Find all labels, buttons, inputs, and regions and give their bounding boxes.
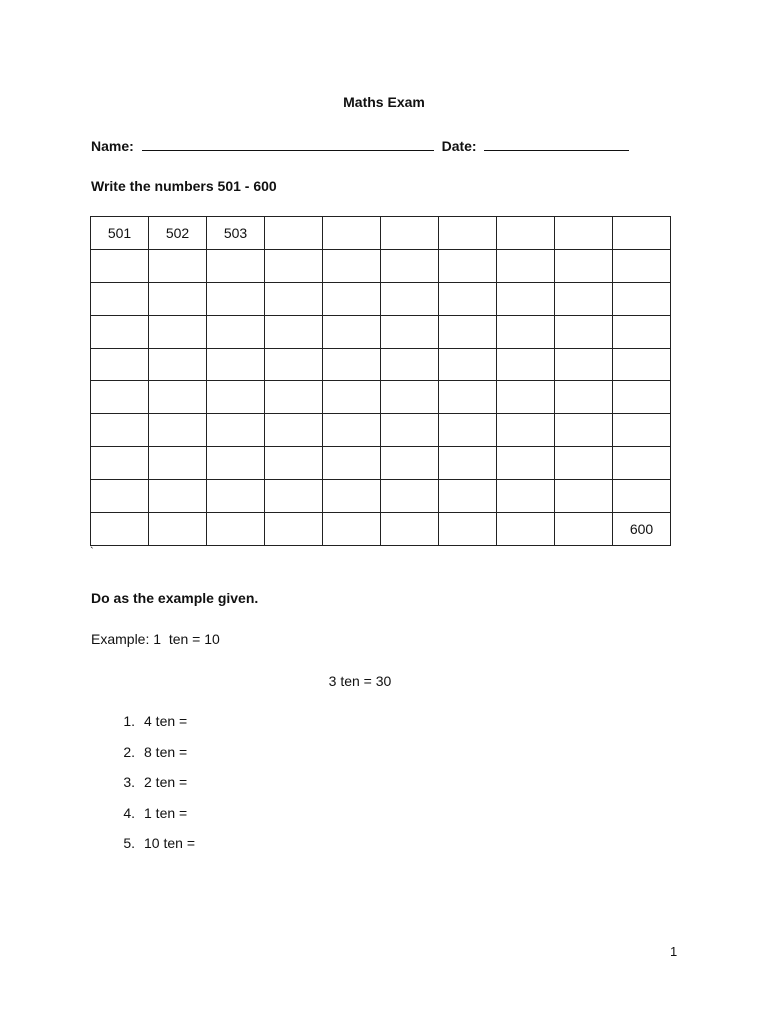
grid-cell[interactable] (323, 348, 381, 381)
question-number: 1. (123, 713, 135, 729)
grid-cell[interactable] (439, 348, 497, 381)
grid-row (91, 381, 671, 414)
grid-row (91, 447, 671, 480)
grid-cell[interactable] (613, 217, 671, 250)
grid-row (91, 414, 671, 447)
question-text: 4 ten = (144, 713, 188, 729)
grid-row (91, 348, 671, 381)
grid-cell[interactable] (149, 480, 207, 513)
question-number: 3. (123, 774, 135, 791)
grid-cell[interactable] (149, 315, 207, 348)
grid-cell[interactable] (555, 282, 613, 315)
question-item (91, 774, 195, 805)
grid-cell[interactable] (323, 381, 381, 414)
grid-cell[interactable] (265, 513, 323, 546)
grid-cell[interactable] (91, 414, 149, 447)
grid-cell[interactable] (149, 513, 207, 546)
grid-cell[interactable] (439, 217, 497, 250)
grid-cell[interactable] (439, 282, 497, 315)
grid-cell[interactable] (555, 414, 613, 447)
grid-cell[interactable] (91, 348, 149, 381)
grid-cell[interactable] (265, 315, 323, 348)
grid-cell[interactable] (613, 414, 671, 447)
grid-cell[interactable]: 501 (91, 217, 149, 250)
grid-cell[interactable]: 503 (207, 217, 265, 250)
grid-cell[interactable] (91, 249, 149, 282)
grid-cell[interactable] (497, 249, 555, 282)
grid-cell[interactable] (207, 414, 265, 447)
grid-row (91, 513, 671, 546)
grid-cell[interactable] (323, 217, 381, 250)
grid-cell[interactable] (497, 282, 555, 315)
question-number: 5. (123, 835, 135, 852)
grid-cell[interactable] (207, 513, 265, 546)
grid-cell[interactable] (381, 513, 439, 546)
grid-cell[interactable] (497, 315, 555, 348)
question-item (91, 835, 195, 866)
grid-cell[interactable] (381, 480, 439, 513)
grid-cell[interactable] (439, 480, 497, 513)
grid-cell[interactable] (439, 447, 497, 480)
grid-cell[interactable] (149, 414, 207, 447)
instruction-write-numbers: Write the numbers 501 - 600 (91, 178, 277, 194)
grid-cell[interactable] (555, 447, 613, 480)
instruction-do-as-example: Do as the example given. (91, 590, 259, 606)
date-blank[interactable] (484, 136, 629, 151)
grid-cell[interactable] (207, 315, 265, 348)
grid-cell[interactable] (91, 480, 149, 513)
grid-cell[interactable] (207, 249, 265, 282)
grid-cell[interactable] (323, 480, 381, 513)
grid-cell[interactable] (381, 249, 439, 282)
grid-cell[interactable] (265, 447, 323, 480)
grid-cell[interactable] (381, 217, 439, 250)
grid-cell[interactable] (497, 513, 555, 546)
grid-cell[interactable] (149, 447, 207, 480)
grid-cell[interactable] (265, 480, 323, 513)
question-text: 10 ten = (144, 835, 195, 852)
grid-cell[interactable] (555, 480, 613, 513)
grid-row (91, 480, 671, 513)
grid-cell[interactable] (439, 513, 497, 546)
page-number: 1 (670, 944, 678, 959)
grid-cell[interactable] (323, 414, 381, 447)
grid-cell[interactable] (613, 249, 671, 282)
grid-cell[interactable] (323, 315, 381, 348)
grid-cell[interactable] (149, 249, 207, 282)
date-label: Date: (441, 138, 477, 154)
example-line-2: 3 ten = 30 (328, 673, 392, 689)
grid-cell[interactable] (207, 348, 265, 381)
grid-cell[interactable] (323, 513, 381, 546)
grid-cell[interactable] (497, 217, 555, 250)
grid-cell[interactable]: 502 (149, 217, 207, 250)
grid-cell[interactable] (613, 348, 671, 381)
grid-cell[interactable] (91, 381, 149, 414)
grid-cell[interactable] (207, 447, 265, 480)
grid-cell[interactable] (439, 315, 497, 348)
grid-row (91, 282, 671, 315)
grid-cell[interactable] (497, 348, 555, 381)
grid-cell[interactable] (265, 348, 323, 381)
name-blank[interactable] (142, 136, 434, 151)
grid-cell[interactable] (555, 315, 613, 348)
grid-cell[interactable] (613, 381, 671, 414)
question-text: 8 ten = (144, 743, 188, 760)
grid-cell[interactable] (91, 315, 149, 348)
grid-cell[interactable] (555, 217, 613, 250)
grid-cell[interactable] (439, 249, 497, 282)
grid-cell[interactable] (613, 447, 671, 480)
grid-cell[interactable] (323, 282, 381, 315)
name-label: Name: (91, 138, 134, 154)
grid-cell[interactable] (323, 447, 381, 480)
name-date-line (91, 136, 629, 154)
grid-cell[interactable]: 600 (613, 513, 671, 546)
grid-cell[interactable] (91, 282, 149, 315)
grid-cell[interactable] (497, 381, 555, 414)
grid-cell[interactable] (149, 282, 207, 315)
grid-cell[interactable] (265, 249, 323, 282)
grid-cell[interactable] (207, 381, 265, 414)
grid-cell[interactable] (555, 249, 613, 282)
grid-row (91, 249, 671, 282)
grid-cell[interactable] (381, 447, 439, 480)
question-number: 4. (123, 804, 135, 821)
question-item (91, 805, 195, 836)
grid-cell[interactable] (613, 480, 671, 513)
grid-cell[interactable] (265, 217, 323, 250)
question-item (91, 744, 195, 775)
grid-cell[interactable] (381, 381, 439, 414)
stray-mark: ` (90, 546, 94, 558)
grid-cell[interactable] (555, 348, 613, 381)
grid-cell[interactable] (207, 480, 265, 513)
grid-cell[interactable] (497, 480, 555, 513)
grid-cell[interactable] (381, 348, 439, 381)
grid-cell[interactable] (555, 513, 613, 546)
grid-cell[interactable] (555, 381, 613, 414)
grid-cell[interactable] (91, 447, 149, 480)
grid-cell[interactable] (439, 414, 497, 447)
grid-cell[interactable] (381, 414, 439, 447)
grid-cell[interactable] (439, 381, 497, 414)
grid-cell[interactable] (149, 348, 207, 381)
grid-cell[interactable] (149, 381, 207, 414)
grid-cell[interactable] (207, 282, 265, 315)
grid-cell[interactable] (265, 414, 323, 447)
question-list (91, 713, 195, 866)
grid-cell[interactable] (265, 282, 323, 315)
number-grid (90, 216, 671, 546)
grid-cell[interactable] (613, 282, 671, 315)
grid-cell[interactable] (613, 315, 671, 348)
example-line: Example: 1 ten = 10 (91, 631, 220, 647)
grid-cell[interactable] (381, 315, 439, 348)
question-text: 1 ten = (144, 804, 188, 821)
question-item (91, 713, 195, 744)
grid-cell[interactable] (265, 381, 323, 414)
grid-cell[interactable] (497, 447, 555, 480)
grid-cell[interactable] (381, 282, 439, 315)
question-text: 2 ten = (144, 774, 188, 791)
grid-cell[interactable] (91, 513, 149, 546)
question-number: 2. (123, 743, 135, 760)
grid-row (91, 315, 671, 348)
grid-row (91, 217, 671, 250)
grid-cell[interactable] (497, 414, 555, 447)
grid-cell[interactable] (323, 249, 381, 282)
page-title: Maths Exam (343, 94, 425, 110)
